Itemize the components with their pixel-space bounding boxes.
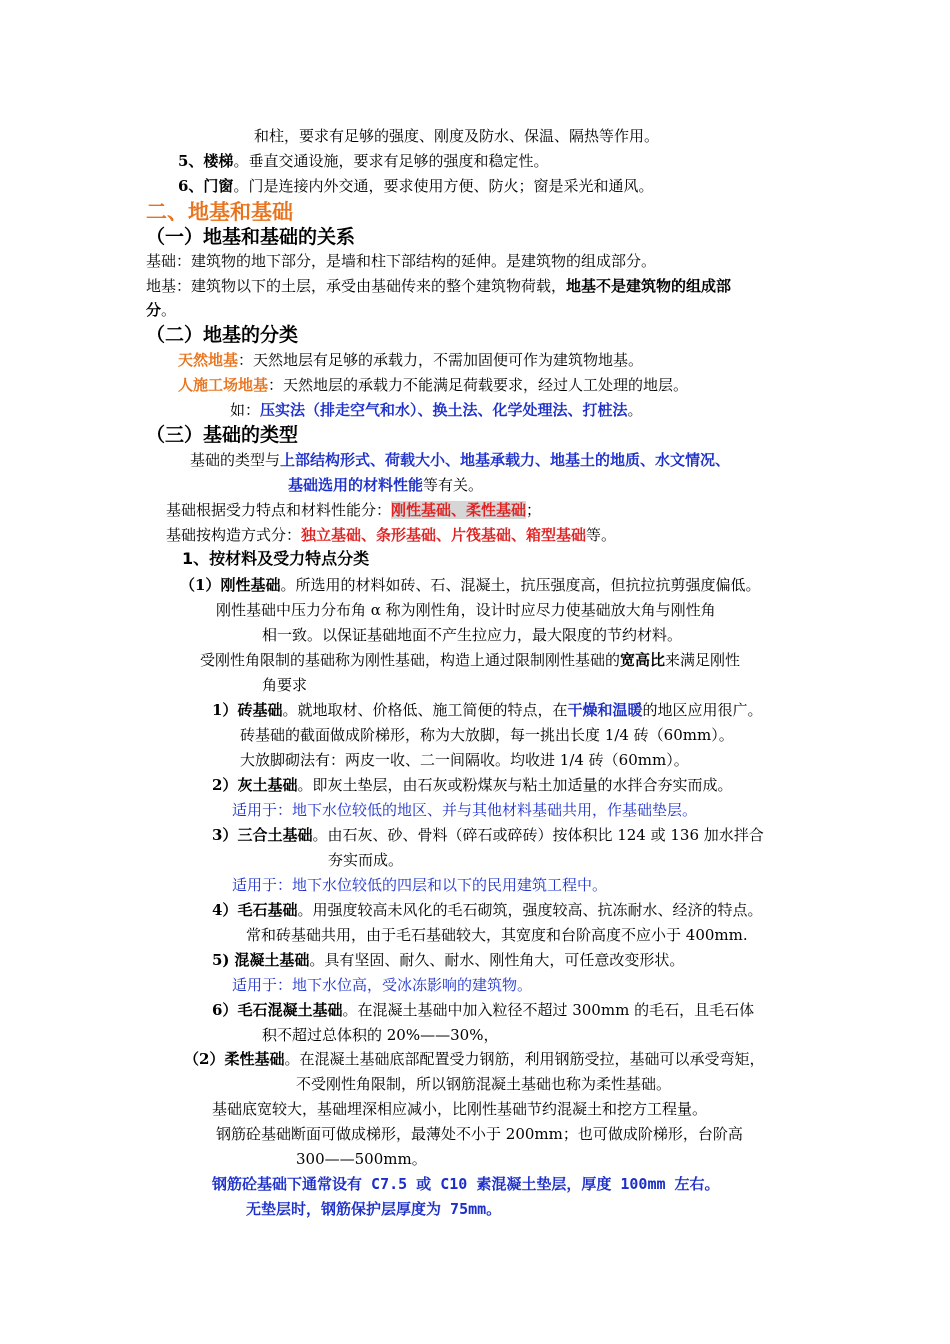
emphasis: 分 — [146, 301, 162, 319]
text-line — [166, 525, 616, 545]
text-line — [262, 625, 682, 645]
text: 常和砖基础共用，由于毛石基础较大，其宽度和台阶高度不应小于 400mm. — [246, 926, 748, 944]
text-line — [178, 151, 548, 171]
text: 和柱，要求有足够的强度、刚度及防水、保温、隔热等作用。 — [254, 127, 660, 145]
text: 基础按构造方式分： — [166, 526, 302, 544]
text-line — [212, 825, 764, 845]
text: 钢筋砼基础断面可做成梯形，最薄处不小于 200mm；也可做成阶梯形，台阶高 — [216, 1125, 743, 1143]
text: 大放脚砌法有：两皮一收、二一间隔收。均收进 1/4 砖（60mm）。 — [240, 751, 689, 769]
subsection-heading: （二）地基的分类 — [146, 324, 299, 346]
emphasis: 上部结构形式、荷载大小、地基承载力、地基土的地质、水文情况、 — [280, 451, 731, 469]
text-line — [296, 1149, 427, 1169]
text: 。所选用的材料如砖、石、混凝土，抗压强度高，但抗拉抗剪强度偏低。 — [280, 576, 761, 594]
text: 基础根据受力特点和材料性能分： — [166, 501, 392, 519]
text-line — [212, 900, 762, 920]
text: ：天然地层的承载力不能满足荷载要求，经过人工处理的地层。 — [268, 376, 689, 394]
text-line — [184, 1049, 764, 1069]
item-number: 2） — [212, 776, 238, 794]
text-line — [212, 1174, 720, 1194]
applicability-note: 适用于：地下水位较低的四层和以下的民用建筑工程中。 — [232, 876, 608, 894]
text-line — [190, 450, 730, 470]
text: 积不超过总体积的 20%——30%， — [262, 1026, 499, 1044]
subsection-heading: （一）地基和基础的关系 — [146, 226, 356, 248]
text-line — [232, 875, 607, 895]
text-line — [178, 176, 653, 196]
applicability-note: 适用于：地下水位高，受冰冻影响的建筑物。 — [232, 976, 533, 994]
text: 。具有坚固、耐久、耐水、刚性角大，可任意改变形状。 — [309, 951, 685, 969]
text: 刚性基础中压力分布角 α 称为刚性角，设计时应尽力使基础放大角与刚性角 — [216, 601, 716, 619]
text: 等。 — [586, 526, 617, 544]
text: 等有关。 — [423, 476, 484, 494]
text: 地基：建筑物以下的土层，承受由基础传来的整个建筑物荷载， — [146, 277, 567, 295]
text-line — [212, 1000, 754, 1020]
text: 不受刚性角限制，所以钢筋混凝土基础也称为柔性基础。 — [296, 1075, 672, 1093]
text: ； — [526, 501, 542, 519]
emphasis: 压实法（排走空气和水）、换土法、化学处理法、打桩法 — [260, 401, 628, 419]
item-title: 6、门窗 — [178, 177, 234, 195]
text-line — [166, 500, 541, 520]
emphasis: 宽高比 — [620, 651, 666, 669]
text: 。在混凝土基础中加入粒径不超过 300mm 的毛石，且毛石体 — [342, 1001, 755, 1019]
note: 钢筋砼基础下通常设有 C7.5 或 C10 素混凝土垫层，厚度 100mm 左右。 — [212, 1175, 720, 1193]
text: 。门是连接内外交通，要求使用方便、防火；窗是采光和通风。 — [233, 177, 654, 195]
text-line — [212, 700, 763, 720]
text-line — [254, 126, 659, 146]
text-line — [146, 300, 176, 320]
item-title: 三合土基础 — [237, 826, 313, 844]
subsection-heading: 1、按材料及受力特点分类 — [182, 549, 370, 568]
text-line — [212, 1099, 707, 1119]
item-number: （2） — [184, 1050, 225, 1068]
section-heading: 二、地基和基础 — [146, 200, 293, 224]
emphasis: 独立基础、条形基础、片筏基础、箱型基础 — [301, 526, 587, 544]
text-line — [246, 925, 748, 945]
text: 。在混凝土基础底部配置受力钢筋，利用钢筋受拉，基础可以承受弯矩， — [284, 1050, 765, 1068]
text: 角要求 — [262, 676, 308, 694]
item-title: 刚性基础 — [220, 576, 281, 594]
item-title: 混凝土基础 — [234, 951, 310, 969]
text: 基础底宽较大，基础埋深相应减小，比刚性基础节约混凝土和挖方工程量。 — [212, 1100, 708, 1118]
item-number: 5) — [212, 951, 230, 969]
text-line — [200, 650, 740, 670]
item-number: 1） — [212, 701, 238, 719]
item-title: 柔性基础 — [224, 1050, 285, 1068]
item-number: 4） — [212, 901, 238, 919]
text-line — [146, 251, 656, 271]
highlighted-term: 刚性基础、柔性基础 — [391, 501, 527, 519]
text-line — [262, 675, 307, 695]
text: 。 — [627, 401, 643, 419]
text-line — [232, 975, 532, 995]
text-line — [146, 276, 731, 296]
text-line — [240, 750, 689, 770]
text-line — [216, 1124, 743, 1144]
subsection-heading: （三）基础的类型 — [146, 424, 299, 446]
text-line — [328, 850, 403, 870]
text-line — [240, 725, 734, 745]
text-line — [288, 475, 483, 495]
item-title: 毛石基础 — [237, 901, 298, 919]
text: 。用强度较高未风化的毛石砌筑，强度较高、抗冻耐水、经济的特点。 — [297, 901, 763, 919]
text-line — [232, 800, 697, 820]
text: 的地区应用很广。 — [642, 701, 763, 719]
text: 来满足刚性 — [665, 651, 741, 669]
item-number: （1） — [180, 576, 221, 594]
text: 基础的类型与 — [190, 451, 281, 469]
item-number: 3） — [212, 826, 238, 844]
text-line — [212, 775, 732, 795]
item-title: 砖基础 — [237, 701, 283, 719]
emphasis: 基础选用的材料性能 — [288, 476, 424, 494]
text: 砖基础的截面做成阶梯形，称为大放脚，每一挑出长度 1/4 砖（60mm）。 — [240, 726, 734, 744]
text: 300——500mm。 — [296, 1150, 427, 1168]
text: 。 — [161, 301, 177, 319]
text-line — [246, 1199, 501, 1219]
item-title: 毛石混凝土基础 — [237, 1001, 343, 1019]
item-number: 6） — [212, 1001, 238, 1019]
applicability-note: 适用于：地下水位较低的地区、并与其他材料基础共用，作基础垫层。 — [232, 801, 698, 819]
note: 无垫层时，钢筋保护层厚度为 75mm。 — [246, 1200, 502, 1218]
text-line — [296, 1074, 671, 1094]
item-title: 5、楼梯 — [178, 152, 234, 170]
term-label: 人施工场地基 — [178, 376, 269, 394]
text-line — [216, 600, 716, 620]
text-line — [178, 350, 643, 370]
text-line — [180, 575, 760, 595]
text: 。由石灰、砂、骨料（碎石或碎砖）按体积比 124 或 136 加水拌合 — [312, 826, 764, 844]
term-label: 天然地基 — [178, 351, 239, 369]
text-line — [230, 400, 643, 420]
emphasis: 地基不是建筑物的组成部 — [566, 277, 732, 295]
text: 相一致。以保证基础地面不产生拉应力，最大限度的节约材料。 — [262, 626, 683, 644]
text: 受刚性角限制的基础称为刚性基础，构造上通过限制刚性基础的 — [200, 651, 621, 669]
text: 。即灰土垫层，由石灰或粉煤灰与粘土加适量的水拌合夯实而成。 — [297, 776, 733, 794]
text: 。垂直交通设施，要求有足够的强度和稳定性。 — [233, 152, 549, 170]
text: 。就地取材、价格低、施工简便的特点，在 — [282, 701, 568, 719]
item-title: 灰土基础 — [237, 776, 298, 794]
text-line — [212, 950, 684, 970]
text-line — [262, 1025, 498, 1045]
text: 基础：建筑物的地下部分，是墙和柱下部结构的延伸。是建筑物的组成部分。 — [146, 252, 657, 270]
text: ：天然地层有足够的承载力，不需加固便可作为建筑物地基。 — [238, 351, 644, 369]
text-line — [178, 375, 688, 395]
emphasis: 干燥和温暖 — [567, 701, 643, 719]
text: 如： — [230, 401, 261, 419]
text: 夯实而成。 — [328, 851, 404, 869]
